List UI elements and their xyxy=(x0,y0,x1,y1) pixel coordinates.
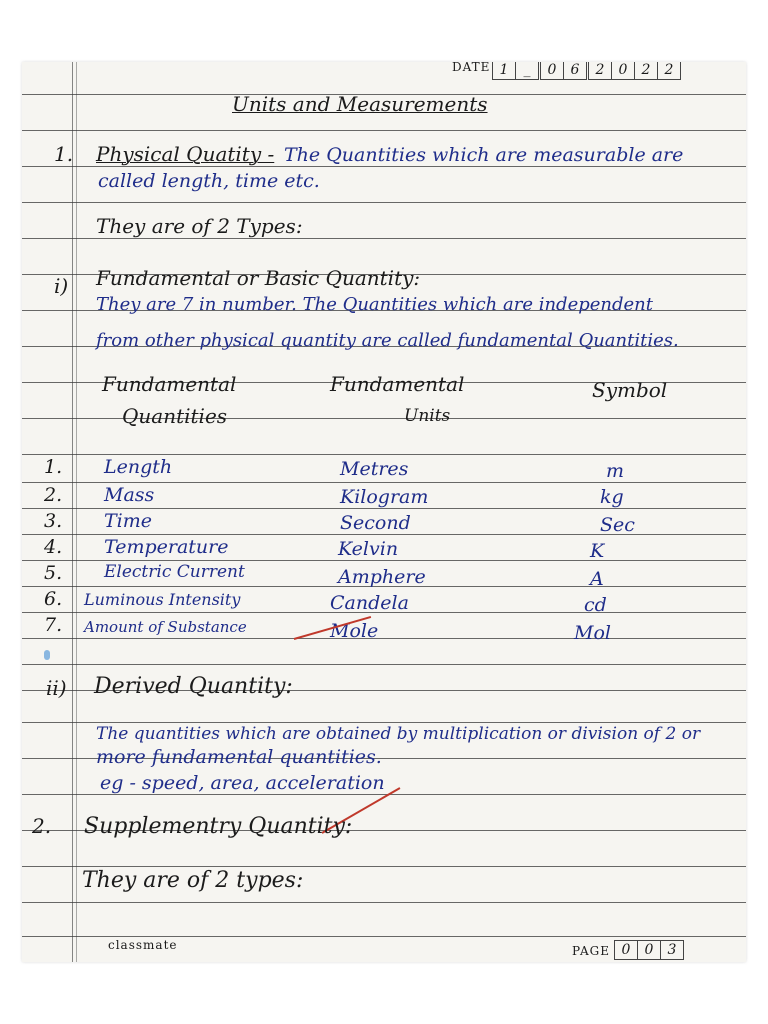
section-text: They are of 2 types: xyxy=(82,868,304,893)
row-number: 6. xyxy=(44,588,63,610)
unit-cell: Mole xyxy=(330,620,379,642)
ruled-line xyxy=(22,638,746,639)
row-number: 2. xyxy=(44,484,63,506)
ruled-line xyxy=(22,454,746,455)
date-digit: 2 xyxy=(664,62,674,78)
symbol-cell: cd xyxy=(584,594,607,616)
quantity-cell: Luminous Intensity xyxy=(84,590,241,609)
unit-cell: Kelvin xyxy=(338,538,399,560)
table-header: Fundamental xyxy=(102,372,237,396)
subsection-heading: Fundamental or Basic Quantity: xyxy=(96,266,421,290)
ruled-line xyxy=(22,664,746,665)
subsection-text: The quantities which are obtained by multiplication or division of 2 or xyxy=(96,724,701,744)
quantity-cell: Mass xyxy=(104,484,155,506)
ruled-line xyxy=(22,936,746,937)
table-header: Symbol xyxy=(592,378,668,402)
date-label: DATE xyxy=(452,62,491,74)
symbol-cell: K xyxy=(590,540,605,562)
section-number: 2. xyxy=(32,814,52,838)
date-digit: 1 xyxy=(493,62,516,79)
quantity-cell: Time xyxy=(104,510,153,532)
row-number: 7. xyxy=(44,614,63,636)
table-header: Quantities xyxy=(122,404,228,428)
notebook-page xyxy=(22,62,746,962)
ruled-line xyxy=(22,534,746,535)
unit-cell: Candela xyxy=(330,592,409,614)
section-text: called length, time etc. xyxy=(98,170,320,192)
date-box xyxy=(540,62,587,80)
section-heading: Supplementry Quantity: xyxy=(84,814,353,839)
section-number: 1. xyxy=(54,142,74,166)
section-text: They are of 2 Types: xyxy=(96,214,303,238)
row-number: 4. xyxy=(44,536,63,558)
page-label: PAGE xyxy=(572,944,610,958)
margin-line xyxy=(72,62,73,962)
ruled-line xyxy=(22,866,746,867)
quantity-cell: Temperature xyxy=(104,536,229,558)
ruled-line xyxy=(22,902,746,903)
symbol-cell: A xyxy=(590,568,604,590)
quantity-cell: Electric Current xyxy=(104,562,245,582)
notebook-brand: classmate xyxy=(108,938,178,952)
ruled-line xyxy=(22,482,746,483)
date-digit: 2 xyxy=(589,62,612,79)
quantity-cell: Length xyxy=(104,456,173,478)
ink-mark xyxy=(44,650,50,660)
date-digit: 0 xyxy=(612,62,635,79)
symbol-cell: kg xyxy=(600,486,624,508)
page-title: Units and Measurements xyxy=(232,92,488,116)
ruled-line xyxy=(22,166,746,167)
ruled-line xyxy=(22,130,746,131)
section-heading: Physical Quatity - xyxy=(96,142,275,166)
quantity-cell: Amount of Substance xyxy=(84,618,247,636)
unit-cell: Second xyxy=(340,512,411,534)
row-number: 1. xyxy=(44,456,63,478)
subsection-text: They are 7 in number. The Quantities which are independent xyxy=(96,294,653,315)
unit-cell: Amphere xyxy=(338,566,426,588)
row-number: 5. xyxy=(44,562,63,584)
subsection-text: from other physical quantity are called fundamental Quantities. xyxy=(96,330,679,351)
page-digit: 0 xyxy=(615,941,638,959)
date-box xyxy=(588,62,681,80)
ruled-line xyxy=(22,722,746,723)
date-digit: 2 xyxy=(635,62,658,79)
section-text: The Quantities which are measurable are xyxy=(284,144,684,166)
subsection-heading: Derived Quantity: xyxy=(94,674,293,699)
ruled-line xyxy=(22,238,746,239)
date-digit: 0 xyxy=(541,62,564,79)
page-box xyxy=(614,940,684,960)
unit-cell: Kilogram xyxy=(340,486,429,508)
symbol-cell: Sec xyxy=(600,514,635,536)
table-header: Fundamental xyxy=(330,372,465,396)
date-box xyxy=(492,62,539,80)
date-digit: _ xyxy=(523,62,531,78)
symbol-cell: m xyxy=(606,460,625,482)
subsection-text: more fundamental quantities. xyxy=(96,746,382,768)
margin-line xyxy=(76,62,77,962)
page-digit: 0 xyxy=(638,941,661,959)
unit-cell: Metres xyxy=(340,458,409,480)
page-digit: 3 xyxy=(667,942,677,958)
ruled-line xyxy=(22,202,746,203)
subsection-text: eg - speed, area, acceleration xyxy=(100,772,385,794)
row-number: 3. xyxy=(44,510,63,532)
subsection-number: ii) xyxy=(46,676,67,700)
date-digit: 6 xyxy=(570,62,580,78)
symbol-cell: Mol xyxy=(574,622,611,644)
table-header: Units xyxy=(404,406,451,426)
subsection-number: i) xyxy=(54,274,69,298)
ruled-line xyxy=(22,508,746,509)
ruled-line xyxy=(22,560,746,561)
